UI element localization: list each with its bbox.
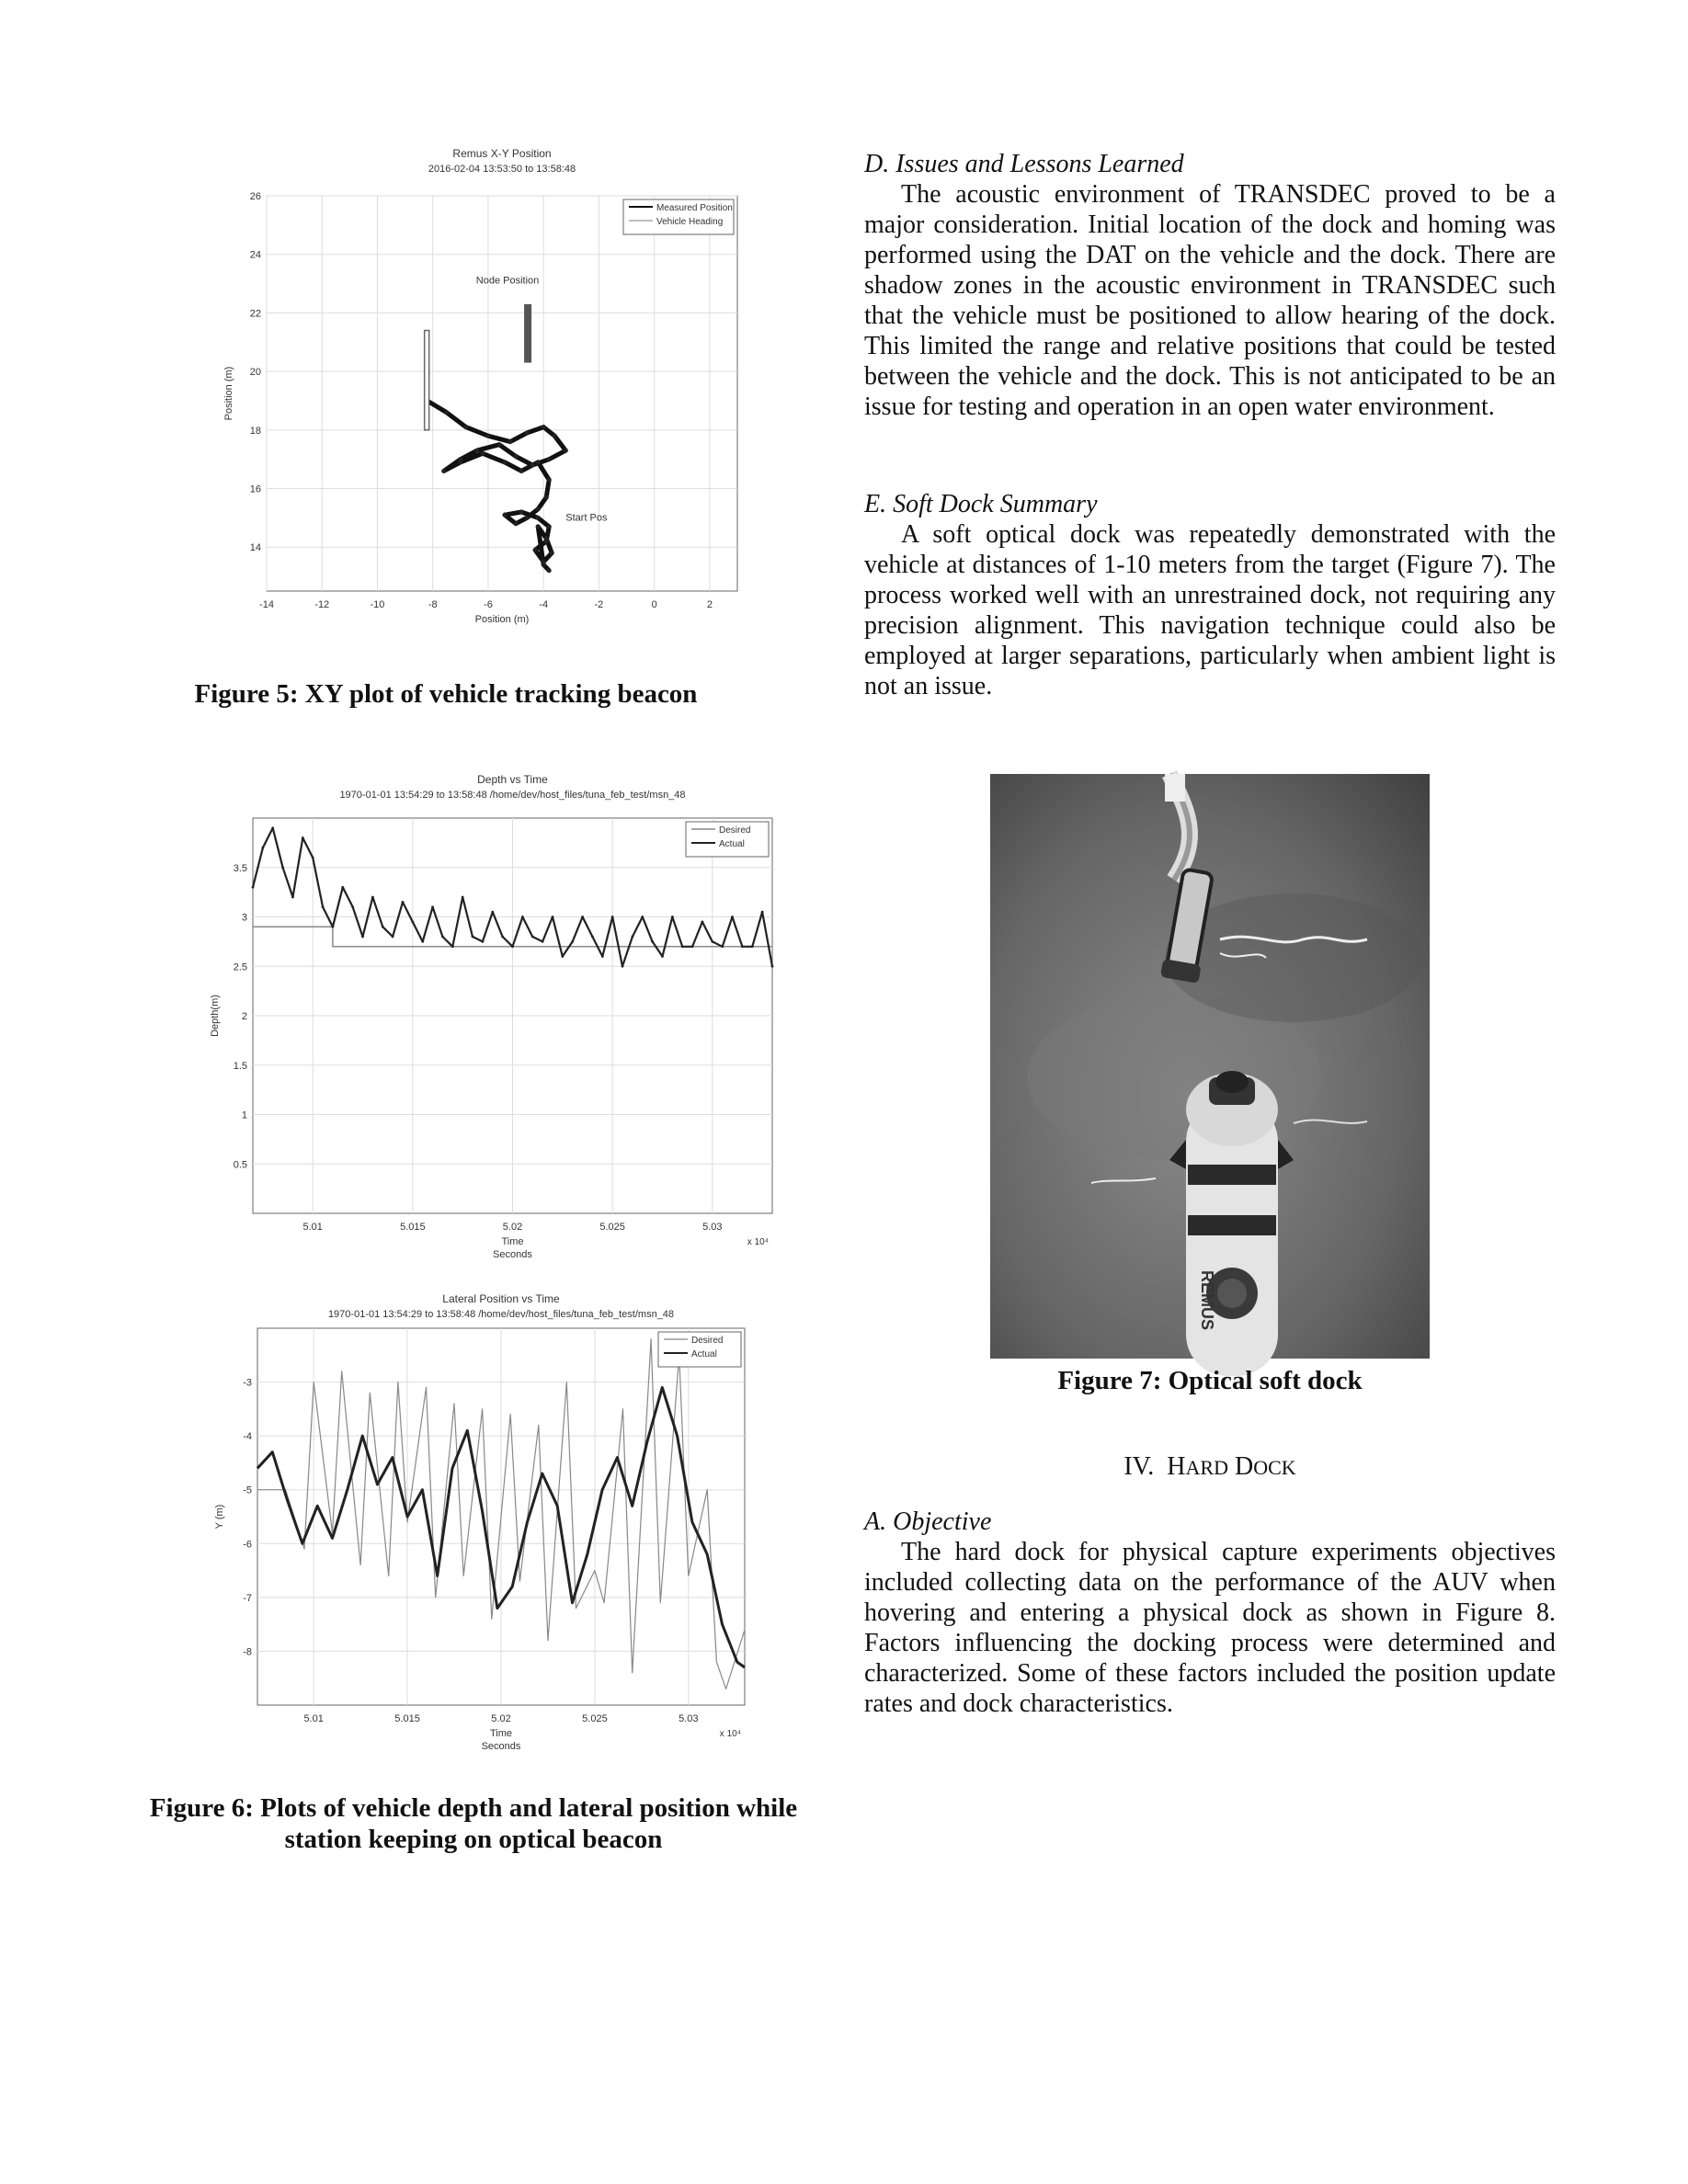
data-point: [525, 431, 530, 436]
data-point: [463, 425, 468, 429]
data-point: [302, 836, 304, 839]
chart-title: Lateral Position vs Time: [442, 1292, 560, 1305]
y-tick-label: -3: [243, 1377, 252, 1389]
section-a: [864, 1507, 1556, 1719]
y-tick-label: -8: [243, 1646, 252, 1658]
x-tick-label: -6: [484, 599, 493, 610]
data-point: [544, 495, 549, 500]
depth-vs-time-chart: [211, 770, 791, 1276]
data-point: [531, 936, 534, 938]
heading-ock: OCK: [1253, 1456, 1296, 1479]
y-tick-label: 2: [241, 1011, 247, 1022]
data-point: [411, 920, 414, 923]
y-axis-label: Position (m): [223, 366, 234, 421]
y-tick-label: -7: [243, 1592, 252, 1604]
y-axis-label: Y (m): [214, 1504, 225, 1530]
data-point: [421, 940, 424, 943]
data-point: [611, 916, 614, 918]
x-tick-label: 5.025: [599, 1222, 625, 1233]
data-point: [552, 916, 554, 918]
x-axis-label-2: Seconds: [481, 1741, 521, 1752]
node-position-annotation: Node Position: [475, 275, 540, 287]
vehicle-hull-text: REMUS: [1198, 1270, 1216, 1331]
y-tick-label: 3.5: [233, 862, 247, 874]
x-tick-label: 5.015: [400, 1222, 426, 1233]
data-point: [511, 945, 514, 948]
data-point: [542, 425, 546, 429]
x-tick-label: 5.02: [502, 1222, 523, 1233]
data-point: [591, 936, 594, 938]
data-point: [681, 945, 684, 948]
x-tick-label: 5.025: [582, 1713, 608, 1724]
x-tick-label: 5.03: [702, 1222, 723, 1233]
chart-title: Remus X-Y Position: [452, 147, 552, 160]
data-point: [564, 449, 568, 453]
heading-d: D: [1234, 1452, 1254, 1481]
figure-7-caption: Figure 7: Optical soft dock: [1057, 1366, 1363, 1395]
data-point: [536, 460, 541, 464]
optical-soft-dock-photo: [990, 774, 1430, 1359]
section-a-title: A. Objective: [864, 1507, 992, 1536]
data-point: [547, 477, 552, 482]
data-point: [751, 945, 754, 948]
section-iv-heading: [864, 1452, 1556, 1482]
figure-6-lateral: [211, 1291, 791, 1760]
data-point: [731, 916, 734, 918]
plot-area: [267, 196, 737, 591]
data-point: [547, 568, 552, 573]
chart-subtitle: 1970-01-01 13:54:29 to 13:58:48 /home/dev/host_files/tuna_feb_test/msn_48: [339, 790, 686, 801]
data-point: [341, 886, 344, 889]
data-point: [332, 926, 335, 928]
x-tick-label: 2: [706, 599, 713, 610]
data-point: [402, 901, 405, 904]
data-point: [291, 896, 294, 899]
data-point: [441, 936, 444, 938]
data-point: [261, 847, 264, 849]
y-tick-label: 3: [241, 912, 247, 924]
legend-label: Desired: [719, 825, 751, 836]
data-point: [547, 457, 552, 461]
x-tick-label: 5.02: [491, 1713, 511, 1724]
x-axis-label: Time: [489, 1728, 513, 1739]
data-point: [322, 905, 325, 908]
x-axis-label-2: Seconds: [493, 1249, 532, 1260]
data-point: [519, 510, 524, 515]
data-point: [491, 911, 494, 914]
figure-6-caption: Figure 6: Plots of vehicle depth and lateral position while station keeping on optical beacon: [149, 1793, 798, 1854]
section-e: [864, 489, 1556, 701]
heading-ard: ARD: [1185, 1456, 1228, 1479]
figure-5-caption: Figure 5: XY plot of vehicle tracking beacon: [194, 679, 698, 709]
data-point: [514, 521, 519, 526]
y-tick-label: -4: [243, 1431, 252, 1443]
data-point: [281, 866, 284, 869]
x-tick-label: -10: [370, 599, 385, 610]
node-position-marker-hollow: [425, 331, 429, 430]
x-multiplier: x 10⁴: [719, 1729, 741, 1739]
data-point: [503, 460, 508, 464]
data-point: [671, 916, 674, 918]
data-point: [508, 439, 513, 444]
data-point: [271, 826, 274, 829]
data-point: [501, 936, 504, 938]
chart-subtitle: 2016-02-04 13:53:50 to 13:58:48: [428, 164, 576, 175]
data-point: [622, 965, 624, 968]
x-tick-label: -2: [594, 599, 604, 610]
section-d-title: D. Issues and Lessons Learned: [864, 150, 1184, 178]
data-point: [601, 955, 604, 958]
x-tick-label: 5.01: [302, 1222, 323, 1233]
data-point: [547, 524, 552, 529]
data-point: [553, 434, 557, 438]
data-point: [458, 460, 462, 464]
data-point: [519, 469, 524, 473]
section-e-text: A soft optical dock was repeatedly demonstrated with the vehicle at distances of 1-10 meters from the target (Figure 7). The process worked well with an unrestrained dock, not requiring any precision alignment. This navigation technique could also be employed at larger separations, particularly when ambient light is not an issue.: [864, 520, 1556, 700]
data-point: [691, 945, 694, 948]
data-point: [503, 513, 508, 518]
data-point: [544, 536, 549, 540]
chart-title: Depth vs Time: [477, 773, 548, 786]
xy-position-chart: [211, 142, 800, 643]
start-pos-annotation: Start Pos: [565, 512, 608, 524]
y-tick-label: 22: [249, 308, 261, 320]
data-point: [441, 469, 446, 473]
data-point: [533, 548, 538, 552]
data-point: [530, 463, 535, 468]
data-point: [536, 506, 541, 511]
y-axis-label: Depth(m): [210, 995, 221, 1037]
data-point: [661, 955, 664, 958]
data-point: [451, 945, 454, 948]
section-a-text: The hard dock for physical capture experiments objectives included collecting data on the performance of the AUV when hovering and entering a physical dock as shown in Figure 8. Factors influencing the docking process were determined and characterized. Some of these factors included the position update rates and dock characteristics.: [864, 1538, 1556, 1718]
section-d: [864, 149, 1556, 422]
data-point: [542, 940, 544, 943]
data-point: [462, 896, 464, 899]
y-tick-label: 18: [249, 425, 261, 437]
data-point: [631, 936, 633, 938]
heading-number: IV.: [1123, 1452, 1155, 1481]
y-tick-label: 20: [249, 367, 261, 379]
x-tick-label: 0: [651, 599, 657, 610]
data-point: [571, 940, 574, 943]
x-tick-label: -12: [314, 599, 330, 610]
x-tick-label: 5.015: [394, 1713, 420, 1724]
figure-5: [211, 142, 800, 643]
data-point: [701, 920, 704, 923]
data-point: [514, 454, 519, 459]
data-point: [561, 955, 564, 958]
data-point: [474, 449, 479, 453]
data-point: [542, 563, 546, 567]
data-point: [382, 926, 384, 928]
data-point: [371, 896, 374, 899]
y-tick-label: 1.5: [233, 1060, 247, 1072]
legend-label: Desired: [691, 1336, 724, 1346]
legend-label: Measured Position: [656, 203, 733, 213]
data-point: [550, 551, 554, 555]
data-point: [482, 940, 485, 943]
x-tick-label: 5.01: [303, 1713, 324, 1724]
data-point: [651, 940, 654, 943]
x-tick-label: 5.03: [679, 1713, 699, 1724]
x-tick-label: -4: [539, 599, 549, 610]
figure-6-depth: [211, 770, 791, 1276]
data-point: [711, 940, 713, 943]
data-point: [252, 886, 255, 889]
y-tick-label: 2.5: [233, 961, 247, 973]
data-point: [351, 905, 354, 908]
data-point: [521, 916, 524, 918]
y-tick-label: -6: [243, 1539, 252, 1551]
data-point: [581, 916, 584, 918]
legend-label: Vehicle Heading: [656, 217, 724, 227]
data-point: [392, 936, 394, 938]
data-point: [761, 911, 764, 914]
lateral-position-chart: [211, 1291, 791, 1760]
x-tick-label: -14: [259, 599, 274, 610]
y-tick-label: 14: [249, 542, 261, 554]
y-tick-label: 24: [249, 249, 261, 261]
data-point: [771, 965, 774, 968]
y-tick-label: 26: [249, 191, 261, 202]
x-tick-label: -8: [428, 599, 438, 610]
y-tick-label: 1: [241, 1109, 247, 1121]
data-point: [485, 434, 490, 438]
section-d-text: The acoustic environment of TRANSDEC proved to be a major consideration. Initial location of the dock and homing was performed using the DAT on the vehicle and the dock. There are shadow zones in the acoustic environment in TRANSDEC such that the vehicle must be positioned to allow hearing of the dock. This limited the range and relative positions that could be tested between the vehicle and the dock. This is not anticipated to be an issue for testing and operation in an open water environment.: [864, 180, 1556, 421]
data-point: [536, 516, 541, 520]
data-point: [721, 945, 724, 948]
data-point: [431, 905, 434, 908]
data-point: [444, 410, 449, 415]
chart-subtitle: 1970-01-01 13:54:29 to 13:58:48 /home/dev/host_files/tuna_feb_test/msn_48: [327, 1309, 675, 1320]
figure-7-photo: [990, 774, 1430, 1359]
y-tick-label: 0.5: [233, 1159, 247, 1171]
legend-label: Actual: [719, 839, 745, 849]
y-tick-label: 16: [249, 483, 261, 495]
x-multiplier: x 10⁴: [747, 1237, 769, 1247]
data-point: [496, 442, 501, 447]
data-point: [480, 451, 485, 456]
legend-label: Actual: [691, 1349, 717, 1359]
y-tick-label: -5: [243, 1484, 252, 1496]
data-point: [641, 916, 644, 918]
node-position-marker: [524, 304, 531, 363]
data-point: [312, 857, 314, 859]
x-axis-label: Time: [501, 1236, 524, 1247]
data-point: [472, 936, 474, 938]
section-e-title: E. Soft Dock Summary: [864, 490, 1098, 518]
data-point: [361, 936, 364, 938]
x-axis-label: Position (m): [474, 614, 530, 625]
data-point: [741, 945, 744, 948]
data-point: [536, 524, 541, 529]
heading-h: H: [1167, 1452, 1186, 1481]
data-point: [525, 516, 530, 520]
